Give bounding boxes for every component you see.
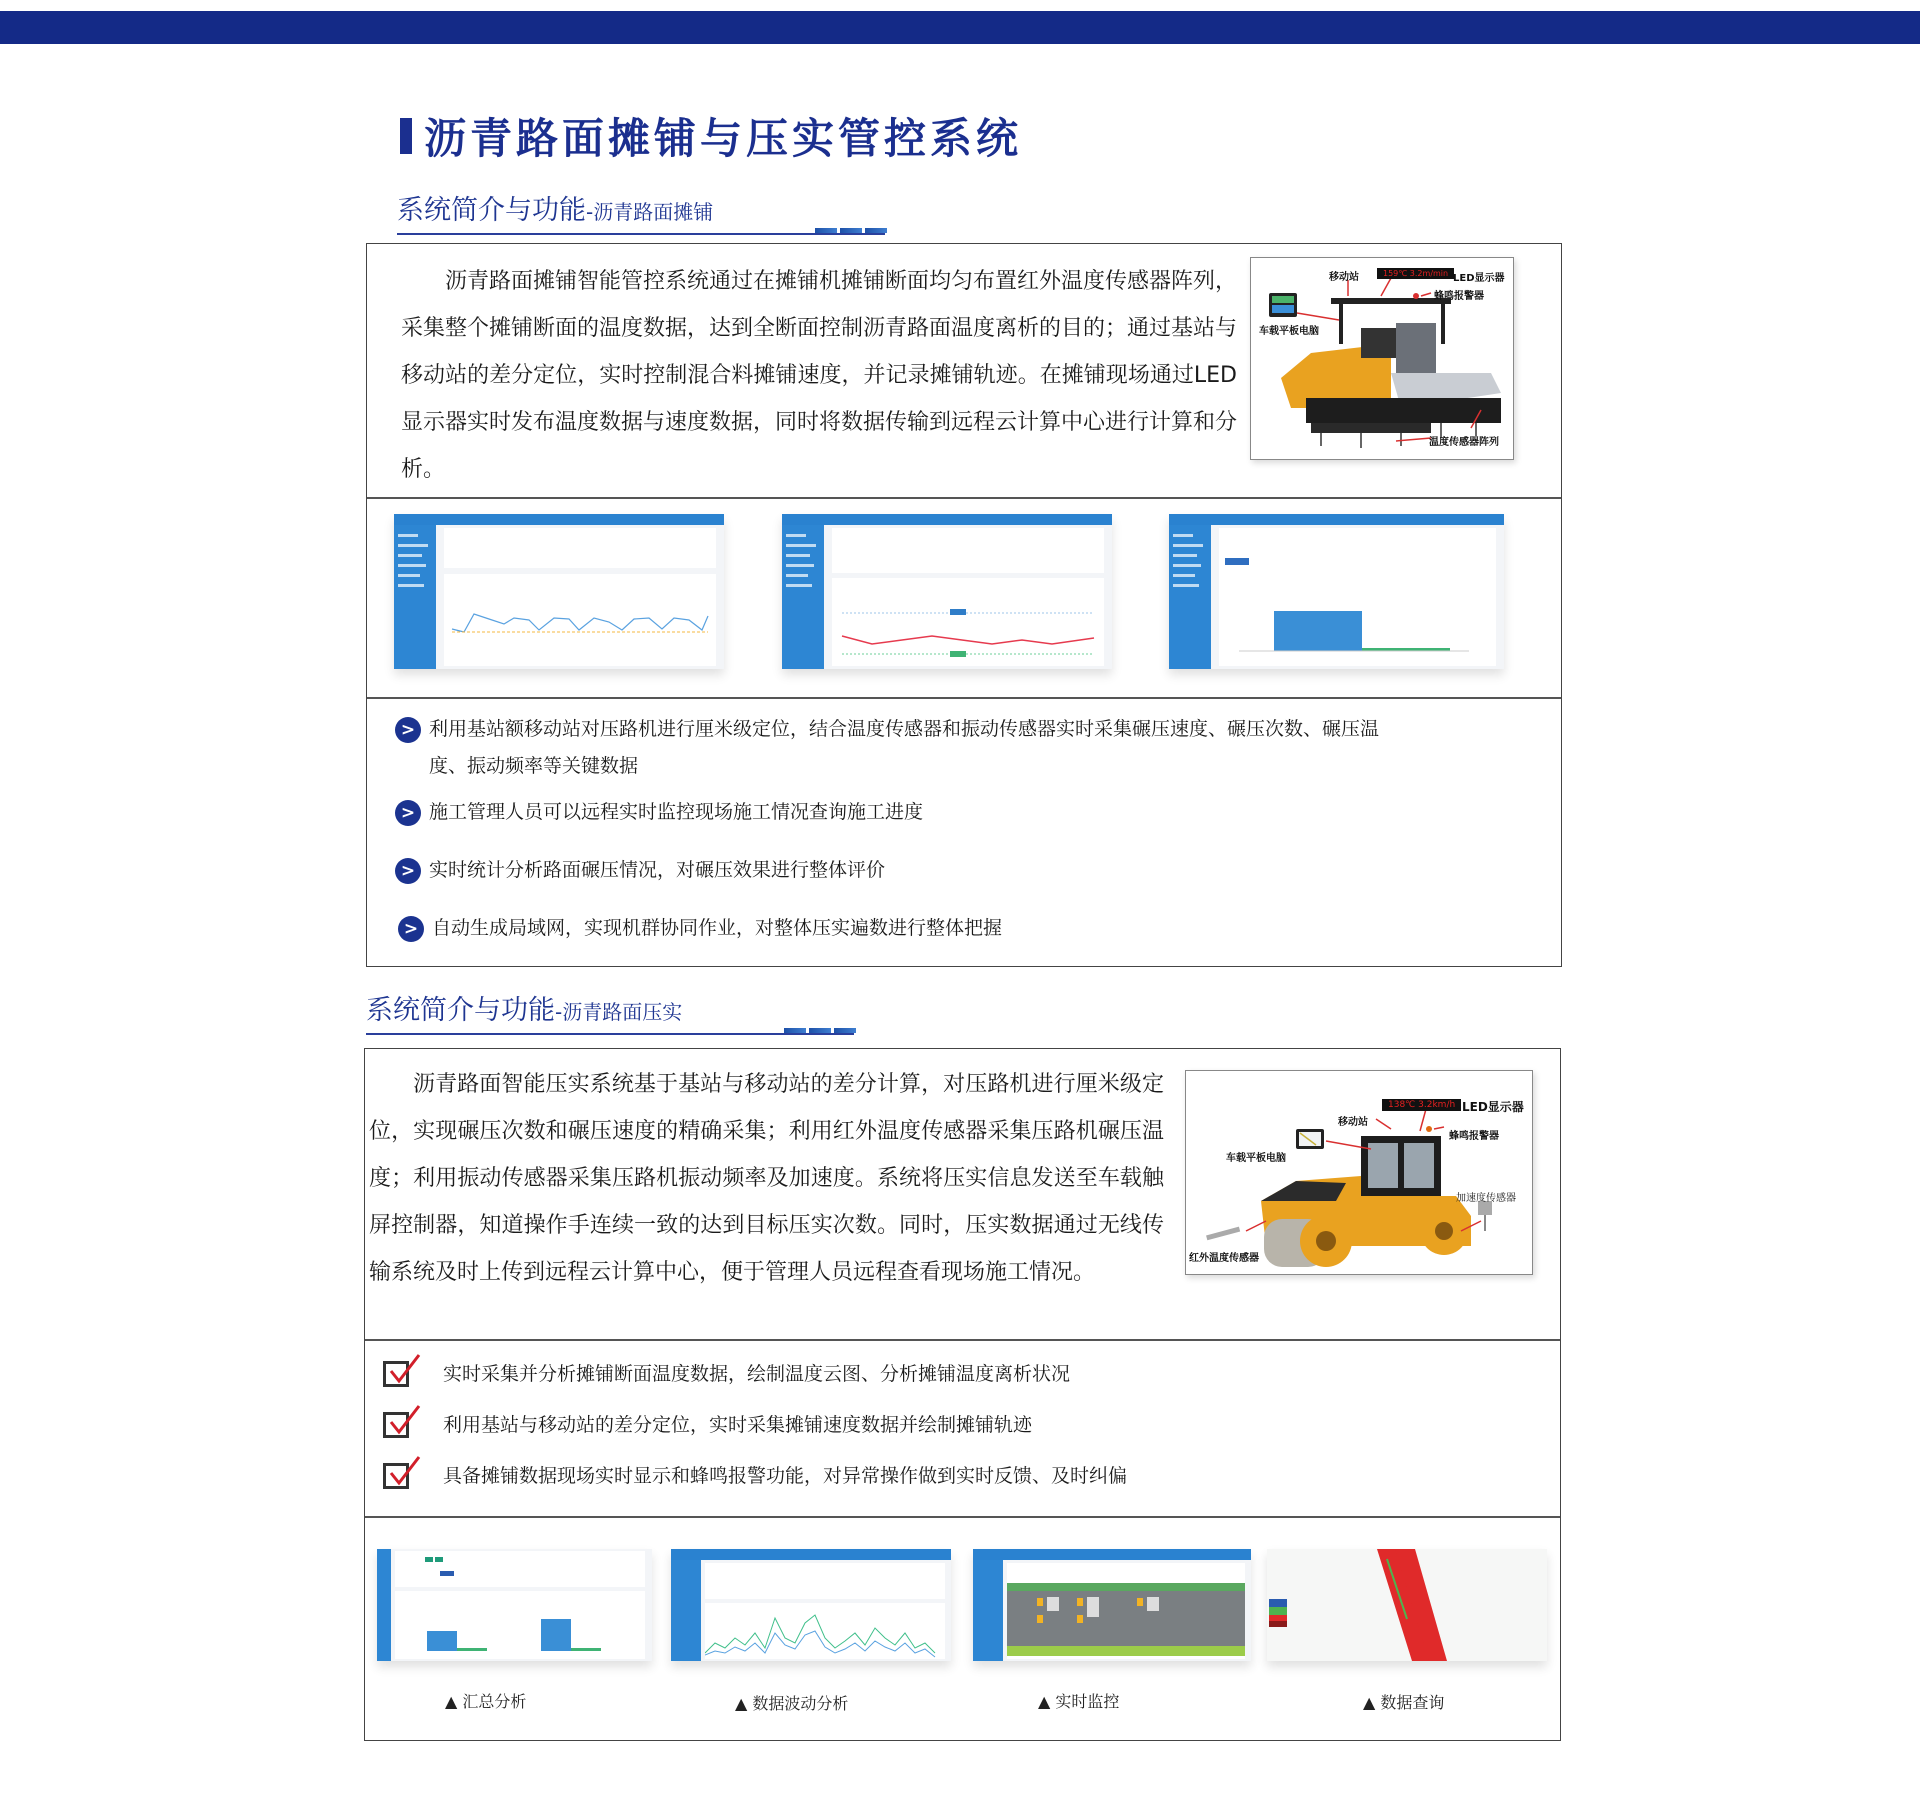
checkmark-icon	[383, 1357, 417, 1387]
section1-box	[366, 243, 1562, 967]
section2-box	[364, 1048, 1561, 1741]
screenshot-realtime-monitoring	[973, 1549, 1251, 1661]
feature-bullet: > 实时统计分析路面碾压情况，对碾压效果进行整体评价	[395, 852, 885, 889]
led-readout: 138℃ 3.2km/h	[1382, 1099, 1461, 1111]
caption-realtime-monitoring: ▲ 实时监控	[1038, 1692, 1120, 1711]
feature-bullet: > 自动生成局域网，实现机群协同作业，对整体压实遍数进行整体把握	[398, 910, 1002, 947]
label-led-display: LED显示器	[1453, 273, 1505, 284]
led-readout: 159℃ 3.2m/min	[1377, 268, 1454, 279]
chevron-right-icon: >	[395, 800, 421, 826]
checkmark-icon	[383, 1459, 417, 1489]
label-tablet: 车载平板电脑	[1226, 1153, 1286, 1164]
label-accel-sensor: 加速度传感器	[1456, 1193, 1516, 1204]
heading-dash-decoration	[815, 228, 887, 233]
feature-check-item: 实时采集并分析摊铺断面温度数据，绘制温度云图、分析摊铺温度离析状况	[383, 1357, 1070, 1387]
divider	[367, 697, 1561, 699]
section2-heading-main: 系统简介与功能	[366, 995, 555, 1026]
chevron-right-icon: >	[398, 916, 424, 942]
screenshot-bar-summary	[1169, 514, 1504, 669]
heading-underline	[366, 1033, 854, 1035]
section1-heading-main: 系统简介与功能	[397, 195, 586, 226]
section2-heading	[366, 988, 854, 1032]
section1-heading	[397, 188, 885, 232]
screenshot-speed-chart	[782, 514, 1112, 669]
chevron-right-icon: >	[395, 858, 421, 884]
section2-intro: 沥青路面智能压实系统基于基站与移动站的差分计算，对压路机进行厘米级定位，实现碾压次数和碾压速度的精确采集；利用红外温度传感器采集压路机碾压温度；利用振动传感器采集压路机振动频率及加速度。系统将压实信息发送至车载触屏控制器，知道操作手连续一致的达到目标压实次数。同时，压实数据通过无线传输系统及时上传到远程云计算中心，便于管理人员远程查看现场施工情况。	[369, 1072, 1164, 1285]
divider	[365, 1516, 1560, 1518]
screenshot-data-query	[1267, 1549, 1547, 1661]
section1-intro: 沥青路面摊铺智能管控系统通过在摊铺机摊铺断面均匀布置红外温度传感器阵列，采集整个摊铺断面的温度数据，达到全断面控制沥青路面温度离析的目的；通过基站与移动站的差分定位，实时控制混合料摊铺速度，并记录摊铺轨迹。在摊铺现场通过LED显示器实时发布温度数据与速度数据，同时将数据传输到远程云计算中心进行计算和分析。	[401, 269, 1238, 482]
screenshot-temperature-chart	[394, 514, 724, 669]
caption-summary-analysis: ▲ 汇总分析	[445, 1692, 527, 1711]
label-tablet: 车载平板电脑	[1259, 326, 1319, 337]
label-buzzer: 蜂鸣报警器	[1449, 1131, 1499, 1142]
heading-dash-decoration	[784, 1028, 856, 1033]
roller-figure	[1185, 1070, 1533, 1275]
heading-underline	[397, 233, 885, 235]
label-mobile-station: 移动站	[1329, 272, 1359, 283]
section2-heading-sub: -沥青路面压实	[555, 1000, 683, 1024]
feature-bullet: > 施工管理人员可以远程实时监控现场施工情况查询施工进度	[395, 794, 923, 831]
divider	[367, 497, 1561, 499]
paver-figure	[1250, 257, 1514, 460]
page-title	[400, 106, 1022, 166]
divider	[365, 1339, 1560, 1341]
checkmark-icon	[383, 1408, 417, 1438]
label-led-display: LED显示器	[1462, 1100, 1524, 1114]
screenshot-data-fluctuation	[671, 1549, 951, 1661]
feature-bullet: > 利用基站额移动站对压路机进行厘米级定位，结合温度传感器和振动传感器实时采集碾压速度、碾压次数、碾压温度、振动频率等关键数据	[395, 711, 1415, 785]
label-buzzer: 蜂鸣报警器	[1434, 291, 1484, 302]
label-ir-sensor: 红外温度传感器	[1189, 1253, 1259, 1264]
feature-check-item: 利用基站与移动站的差分定位，实时采集摊铺速度数据并绘制摊铺轨迹	[383, 1408, 1032, 1438]
chevron-right-icon: >	[395, 717, 421, 743]
caption-data-query: ▲ 数据查询	[1363, 1693, 1445, 1712]
title-bar-marker	[400, 118, 412, 154]
label-mobile-station: 移动站	[1338, 1117, 1368, 1128]
page-title-text: 沥青路面摊铺与压实管控系统	[424, 114, 1023, 163]
caption-data-fluctuation: ▲ 数据波动分析	[735, 1694, 849, 1713]
label-sensor-array: 温度传感器阵列	[1429, 437, 1499, 448]
top-banner	[0, 11, 1920, 44]
screenshot-summary-analysis	[377, 1549, 652, 1661]
section1-heading-sub: -沥青路面摊铺	[586, 200, 714, 224]
feature-check-item: 具备摊铺数据现场实时显示和蜂鸣报警功能，对异常操作做到实时反馈、及时纠偏	[383, 1459, 1127, 1489]
